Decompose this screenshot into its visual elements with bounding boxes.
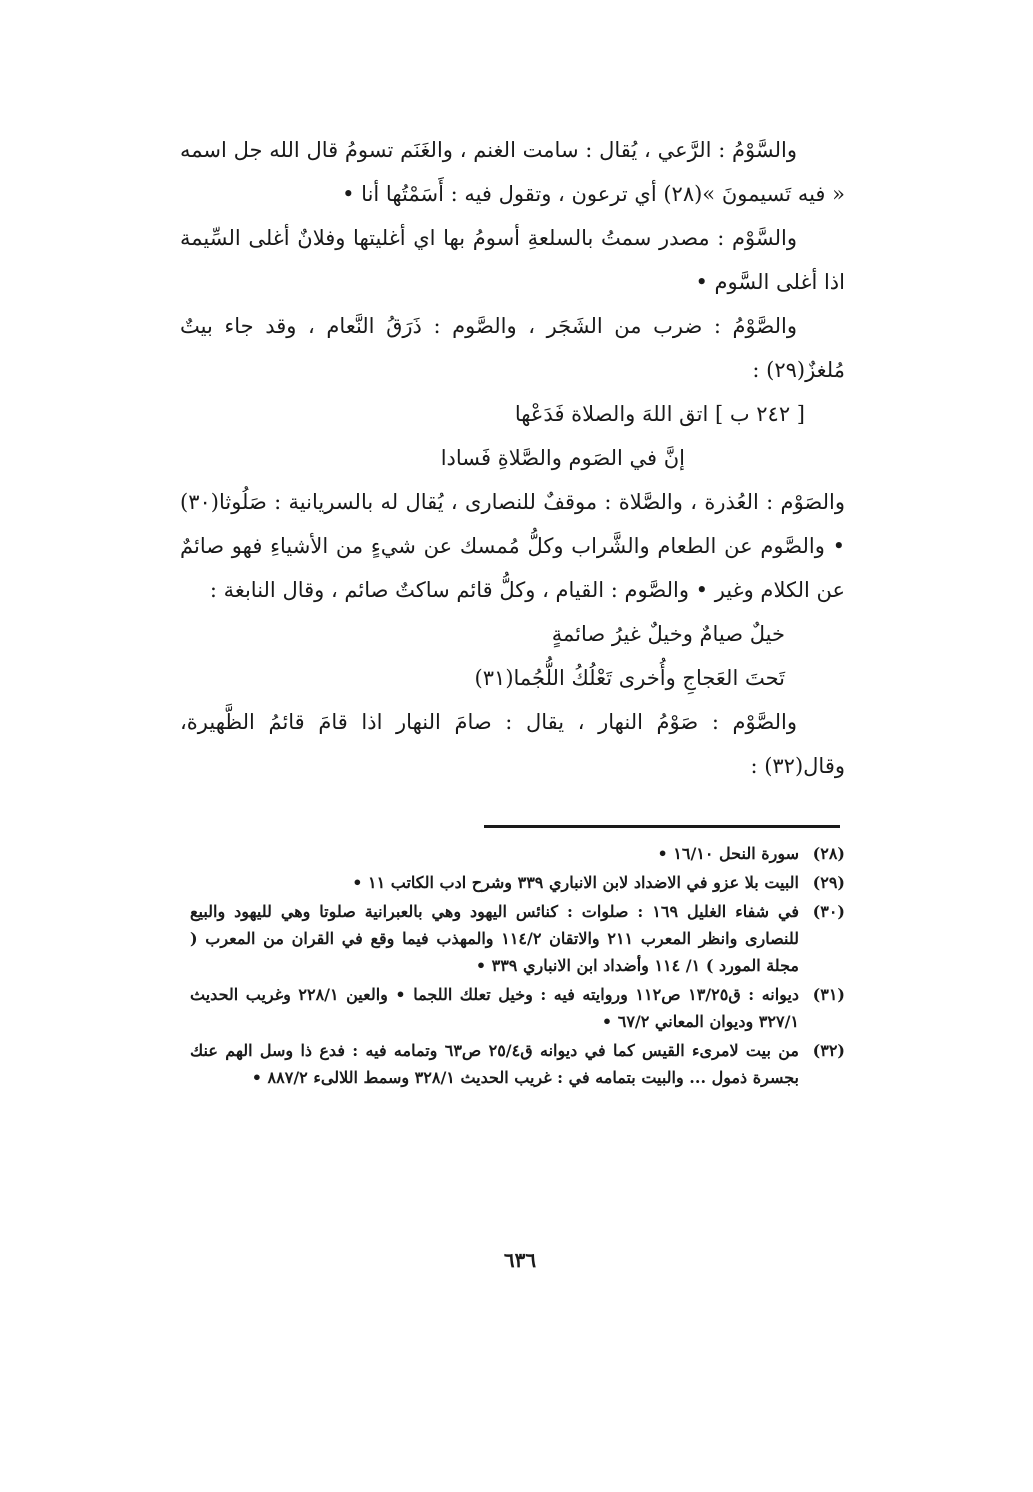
- footnote-number: (٣٢): [812, 1041, 845, 1060]
- paragraph-1: والسَّوْمُ : الرَّعي ، يُقال : سامت الغنم ، والغَنَم تسومُ قال الله جل اسمه « فيه تَسيمونَ »(٢٨) أي ترعون ، وتقول فيه : أَسَمْتُها أنا •: [180, 138, 845, 206]
- footnote: [190, 898, 845, 979]
- footnote: [190, 1037, 845, 1091]
- footnote-text: من بيت لامرىء القيس كما في ديوانه ق٢٥/٤ ص٦٣ وتمامه فيه : فدع ذا وسل الهم عنك بجسرة ذمول ... والبيت بتمامه في : غريب الحديث ٣٢٨/١ وسمط اللالىء ٨٨٧/٢ •: [190, 1041, 800, 1087]
- verse-line-4: تَحتَ العَجاجِ وأُخرى تَعْلُكُ اللُّجُما(٣١): [474, 666, 785, 690]
- verse-line-3: خيلٌ صيامٌ وخيلٌ غيرُ صائمةٍ: [551, 622, 785, 646]
- footnote-separator: [484, 825, 840, 828]
- verse-line-2: إنَّ في الصَوم والصَّلاةِ فَسادا: [440, 446, 685, 470]
- footnote-number: (٣٠): [812, 902, 845, 921]
- paragraph-5: والصَّوْم : صَوْمُ النهار ، يقال : صامَ النهار اذا قامَ قائمُ الظَّهيرة، وقال(٣٢) :: [180, 710, 845, 778]
- footnote: [190, 981, 845, 1035]
- page-number: ٦٣٦: [503, 1248, 537, 1272]
- footnote-text: سورة النحل ١٦/١٠ •: [657, 844, 799, 863]
- footnote-text: في شفاء الغليل ١٦٩ : صلوات : كنائس اليهود وهي بالعبرانية صلوتا وهي لليهود والبيع للنصارى وانظر المعرب ٢١١ والاتقان ١١٤/٢ والمهذب فيما وقع في القران من المعرب ( مجلة المورد ) ١/ ١١٤ وأضداد ابن الانباري ٣٣٩ •: [190, 902, 800, 975]
- footnote-text: ديوانه : ق١٣/٢٥ ص١١٢ وروايته فيه : وخيل تعلك اللجما • والعين ٢٢٨/١ وغريب الحديث ٣٢٧/١ وديوان المعاني ٦٧/٢ •: [190, 985, 800, 1031]
- paragraph-3: والصَّوْمُ : ضرب من الشَجَر ، والصَّوم : ذَرَقُ النَّعام ، وقد جاء بيتٌ مُلغزٌ(٢٩) :: [180, 314, 845, 382]
- paragraph-2: والسَّوْم : مصدر سمتُ بالسلعةِ أسومُ بها اي أغليتها وفلانٌ أغلى السِّيمة اذا أغلى السَّوم •: [180, 226, 845, 294]
- footnote-number: (٣١): [812, 985, 845, 1004]
- verse-line-1: [ ٢٤٢ ب ] اتق اللهَ والصلاة فَدَعْها: [514, 402, 805, 426]
- paragraph-4: والصَوْم : العُذرة ، والصَّلاة : موقفٌ للنصارى ، يُقال له بالسريانية : صَلُوثا(٣٠) • والصَّوم عن الطعام والشَّراب وكلُّ مُمسك عن شيءٍ من الأشياءِ فهو صائمٌ عن الكلام وغير • والصَّوم : القيام ، وكلُّ قائم ساكتٌ صائم ، وقال النابغة :: [180, 490, 845, 602]
- footnote-text: البيت بلا عزو في الاضداد لابن الانباري ٣٣٩ وشرح ادب الكاتب ١١ •: [352, 873, 799, 892]
- footnote-number: (٢٩): [812, 873, 845, 892]
- footnotes: [190, 840, 845, 1093]
- footnote: [190, 869, 845, 896]
- footnote-number: (٢٨): [812, 844, 845, 863]
- footnote: [190, 840, 845, 867]
- main-text: [180, 128, 845, 788]
